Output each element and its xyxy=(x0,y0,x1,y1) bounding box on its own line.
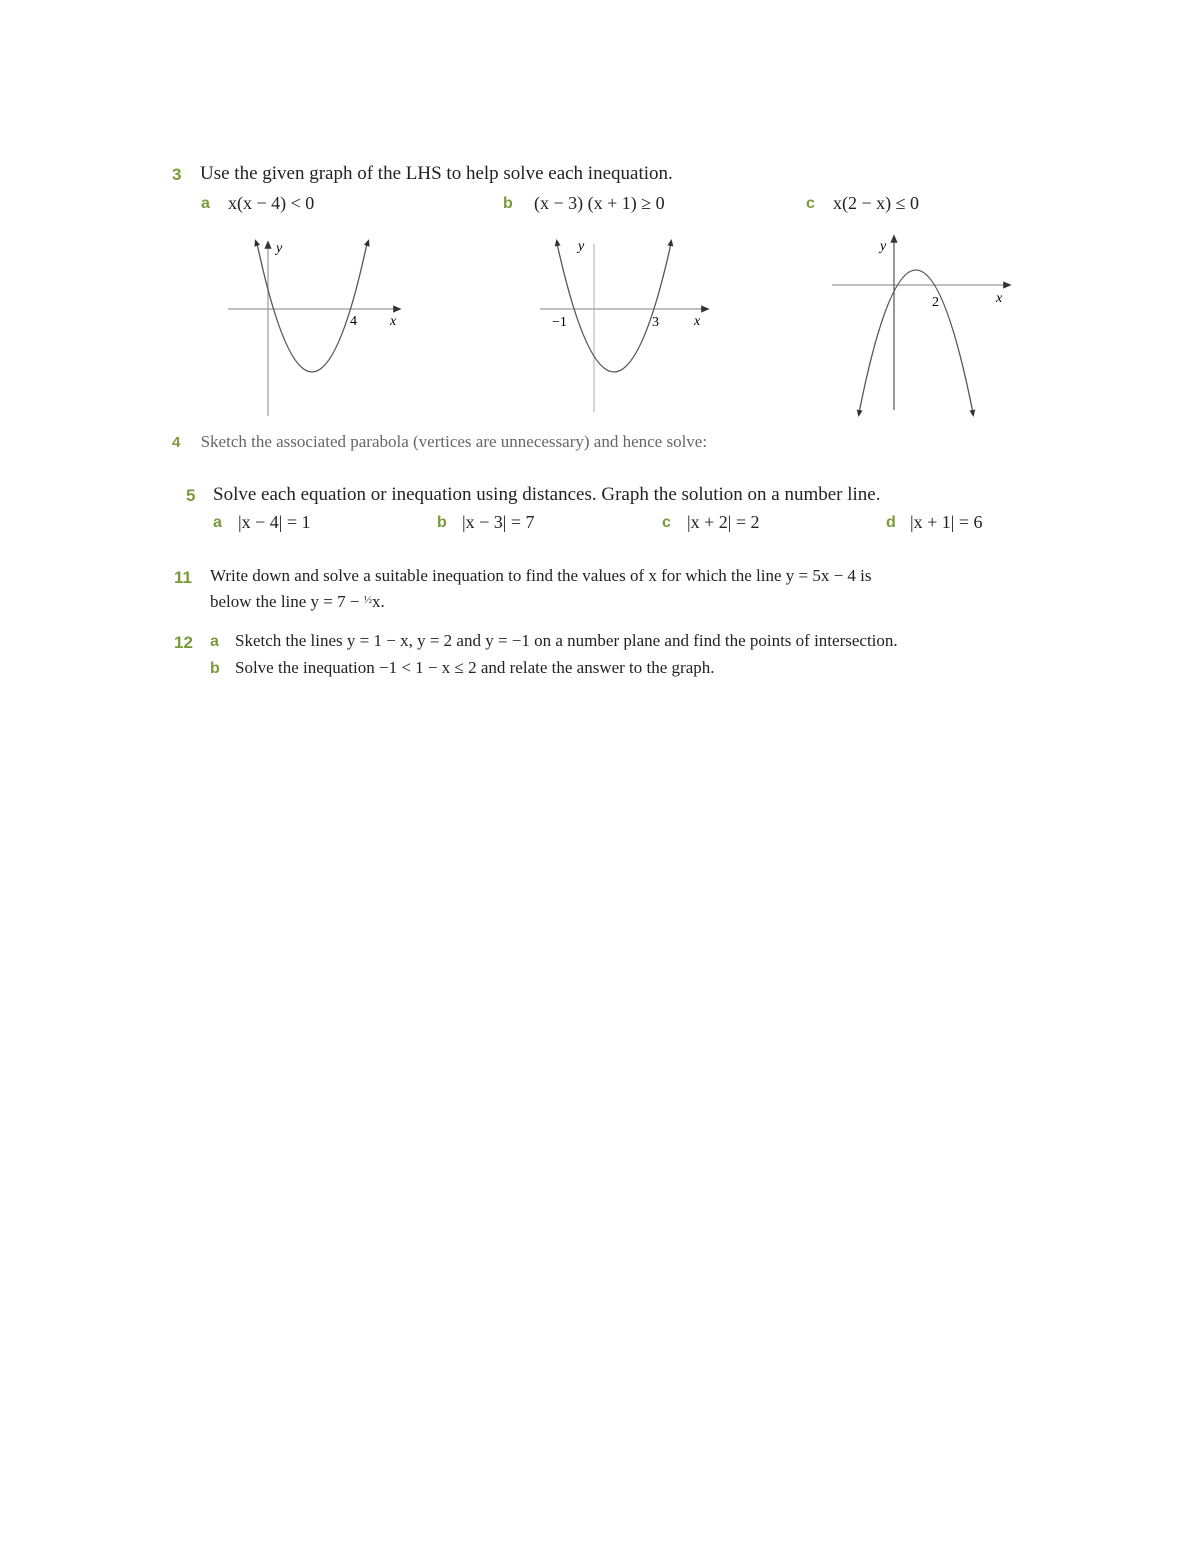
q11-line2 xyxy=(210,592,385,612)
curve-arrow-left xyxy=(859,408,860,414)
q12a-text: Sketch the lines y = 1 − x, y = 2 and y = −1 on a number plane and find the points of intersection. xyxy=(235,631,898,650)
x-label: x xyxy=(996,291,1003,306)
parabola xyxy=(860,270,972,408)
q11-line2-prefix: below the line y = 7 − xyxy=(210,592,364,611)
q4-number: 4 xyxy=(172,434,181,451)
y-label: y xyxy=(276,241,283,256)
q5d-expr: |x + 1| = 6 xyxy=(910,512,983,532)
x-label: x xyxy=(390,314,397,329)
curve-arrow-left xyxy=(557,242,558,248)
q12b-text: Solve the inequation −1 < 1 − x ≤ 2 and relate the answer to the graph. xyxy=(235,658,715,677)
q5a-expr: |x − 4| = 1 xyxy=(238,512,311,532)
q11-line2-suffix: x. xyxy=(371,592,385,611)
graph-a xyxy=(220,236,420,421)
y-label: y xyxy=(578,239,585,254)
curve-arrow-right xyxy=(366,242,368,248)
q3a-expr: x(x − 4) < 0 xyxy=(228,193,315,213)
graph-c xyxy=(828,232,1018,422)
q5-stem: Solve each equation or inequation using distances. Graph the solution on a number line. xyxy=(213,484,881,505)
y-label: y xyxy=(880,239,887,254)
q5b-expr: |x − 3| = 7 xyxy=(462,512,535,532)
root-label-2: 3 xyxy=(652,315,659,330)
curve-arrow-right xyxy=(670,242,671,248)
q3a-label: a xyxy=(201,195,210,212)
q12a-label: a xyxy=(210,633,219,650)
x-label: x xyxy=(694,314,701,329)
root-label: 4 xyxy=(350,314,357,329)
q5c-expr: |x + 2| = 2 xyxy=(687,512,760,532)
q3b-label: b xyxy=(503,195,513,212)
q3-number: 3 xyxy=(172,165,182,184)
q5a-label: a xyxy=(213,514,222,531)
root-label-1: −1 xyxy=(552,315,567,330)
q5-number: 5 xyxy=(186,486,196,505)
q11-line1: Write down and solve a suitable inequation to find the values of x for which the line y = 5x − 4 is xyxy=(210,566,872,585)
q11-number: 11 xyxy=(174,568,192,587)
q4-cutoff-line xyxy=(172,432,822,451)
parabola xyxy=(258,248,366,372)
q12-number: 12 xyxy=(174,633,193,652)
root-label: 2 xyxy=(932,295,939,310)
curve-arrow-right xyxy=(972,408,973,414)
graph-b xyxy=(530,236,730,421)
q11-fraction: ½ xyxy=(363,594,372,606)
q3b-expr: (x − 3) (x + 1) ≥ 0 xyxy=(534,193,665,213)
q5d-label: d xyxy=(886,514,896,531)
q4-stem: Sketch the associated parabola (vertices are unnecessary) and hence solve: xyxy=(200,432,708,451)
q5c-label: c xyxy=(662,514,671,531)
parabola xyxy=(558,248,670,372)
curve-arrow-left xyxy=(256,242,258,248)
q3c-expr: x(2 − x) ≤ 0 xyxy=(833,193,920,213)
q12b-label: b xyxy=(210,660,220,677)
q5b-label: b xyxy=(437,514,447,531)
q3c-label: c xyxy=(806,195,815,212)
q3-stem: Use the given graph of the LHS to help solve each inequation. xyxy=(200,163,673,184)
